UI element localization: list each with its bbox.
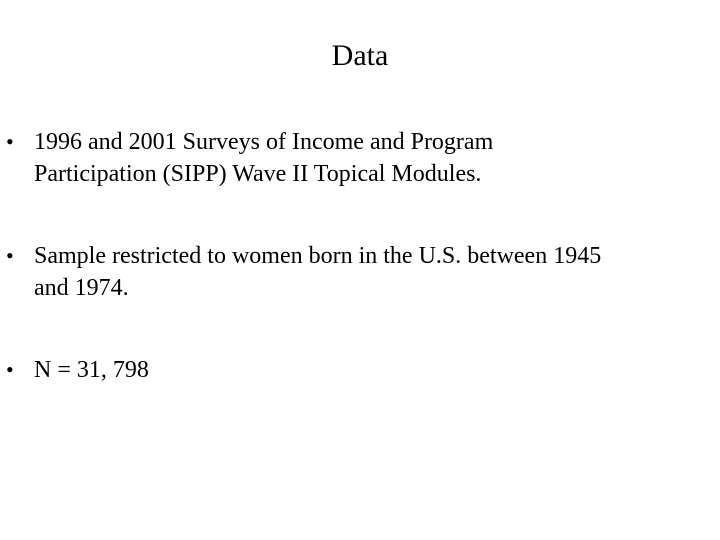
bullet-text (34, 240, 704, 304)
bullet-line: Participation (SIPP) Wave II Topical Modules. (34, 161, 482, 187)
bullet-line: Sample restricted to women born in the U.S. between 1945 (34, 243, 602, 269)
slide-title: Data (331, 39, 389, 72)
bullet-icon: • (6, 243, 14, 268)
bullet-icon: • (6, 357, 14, 382)
bullet-line: and 1974. (34, 275, 129, 301)
bullet-line: N = 31, 798 (34, 357, 149, 383)
bullet-icon: • (6, 129, 14, 154)
bullet-line: 1996 and 2001 Surveys of Income and Program (34, 129, 494, 155)
bullet-text (34, 354, 704, 386)
bullet-text (34, 126, 704, 190)
